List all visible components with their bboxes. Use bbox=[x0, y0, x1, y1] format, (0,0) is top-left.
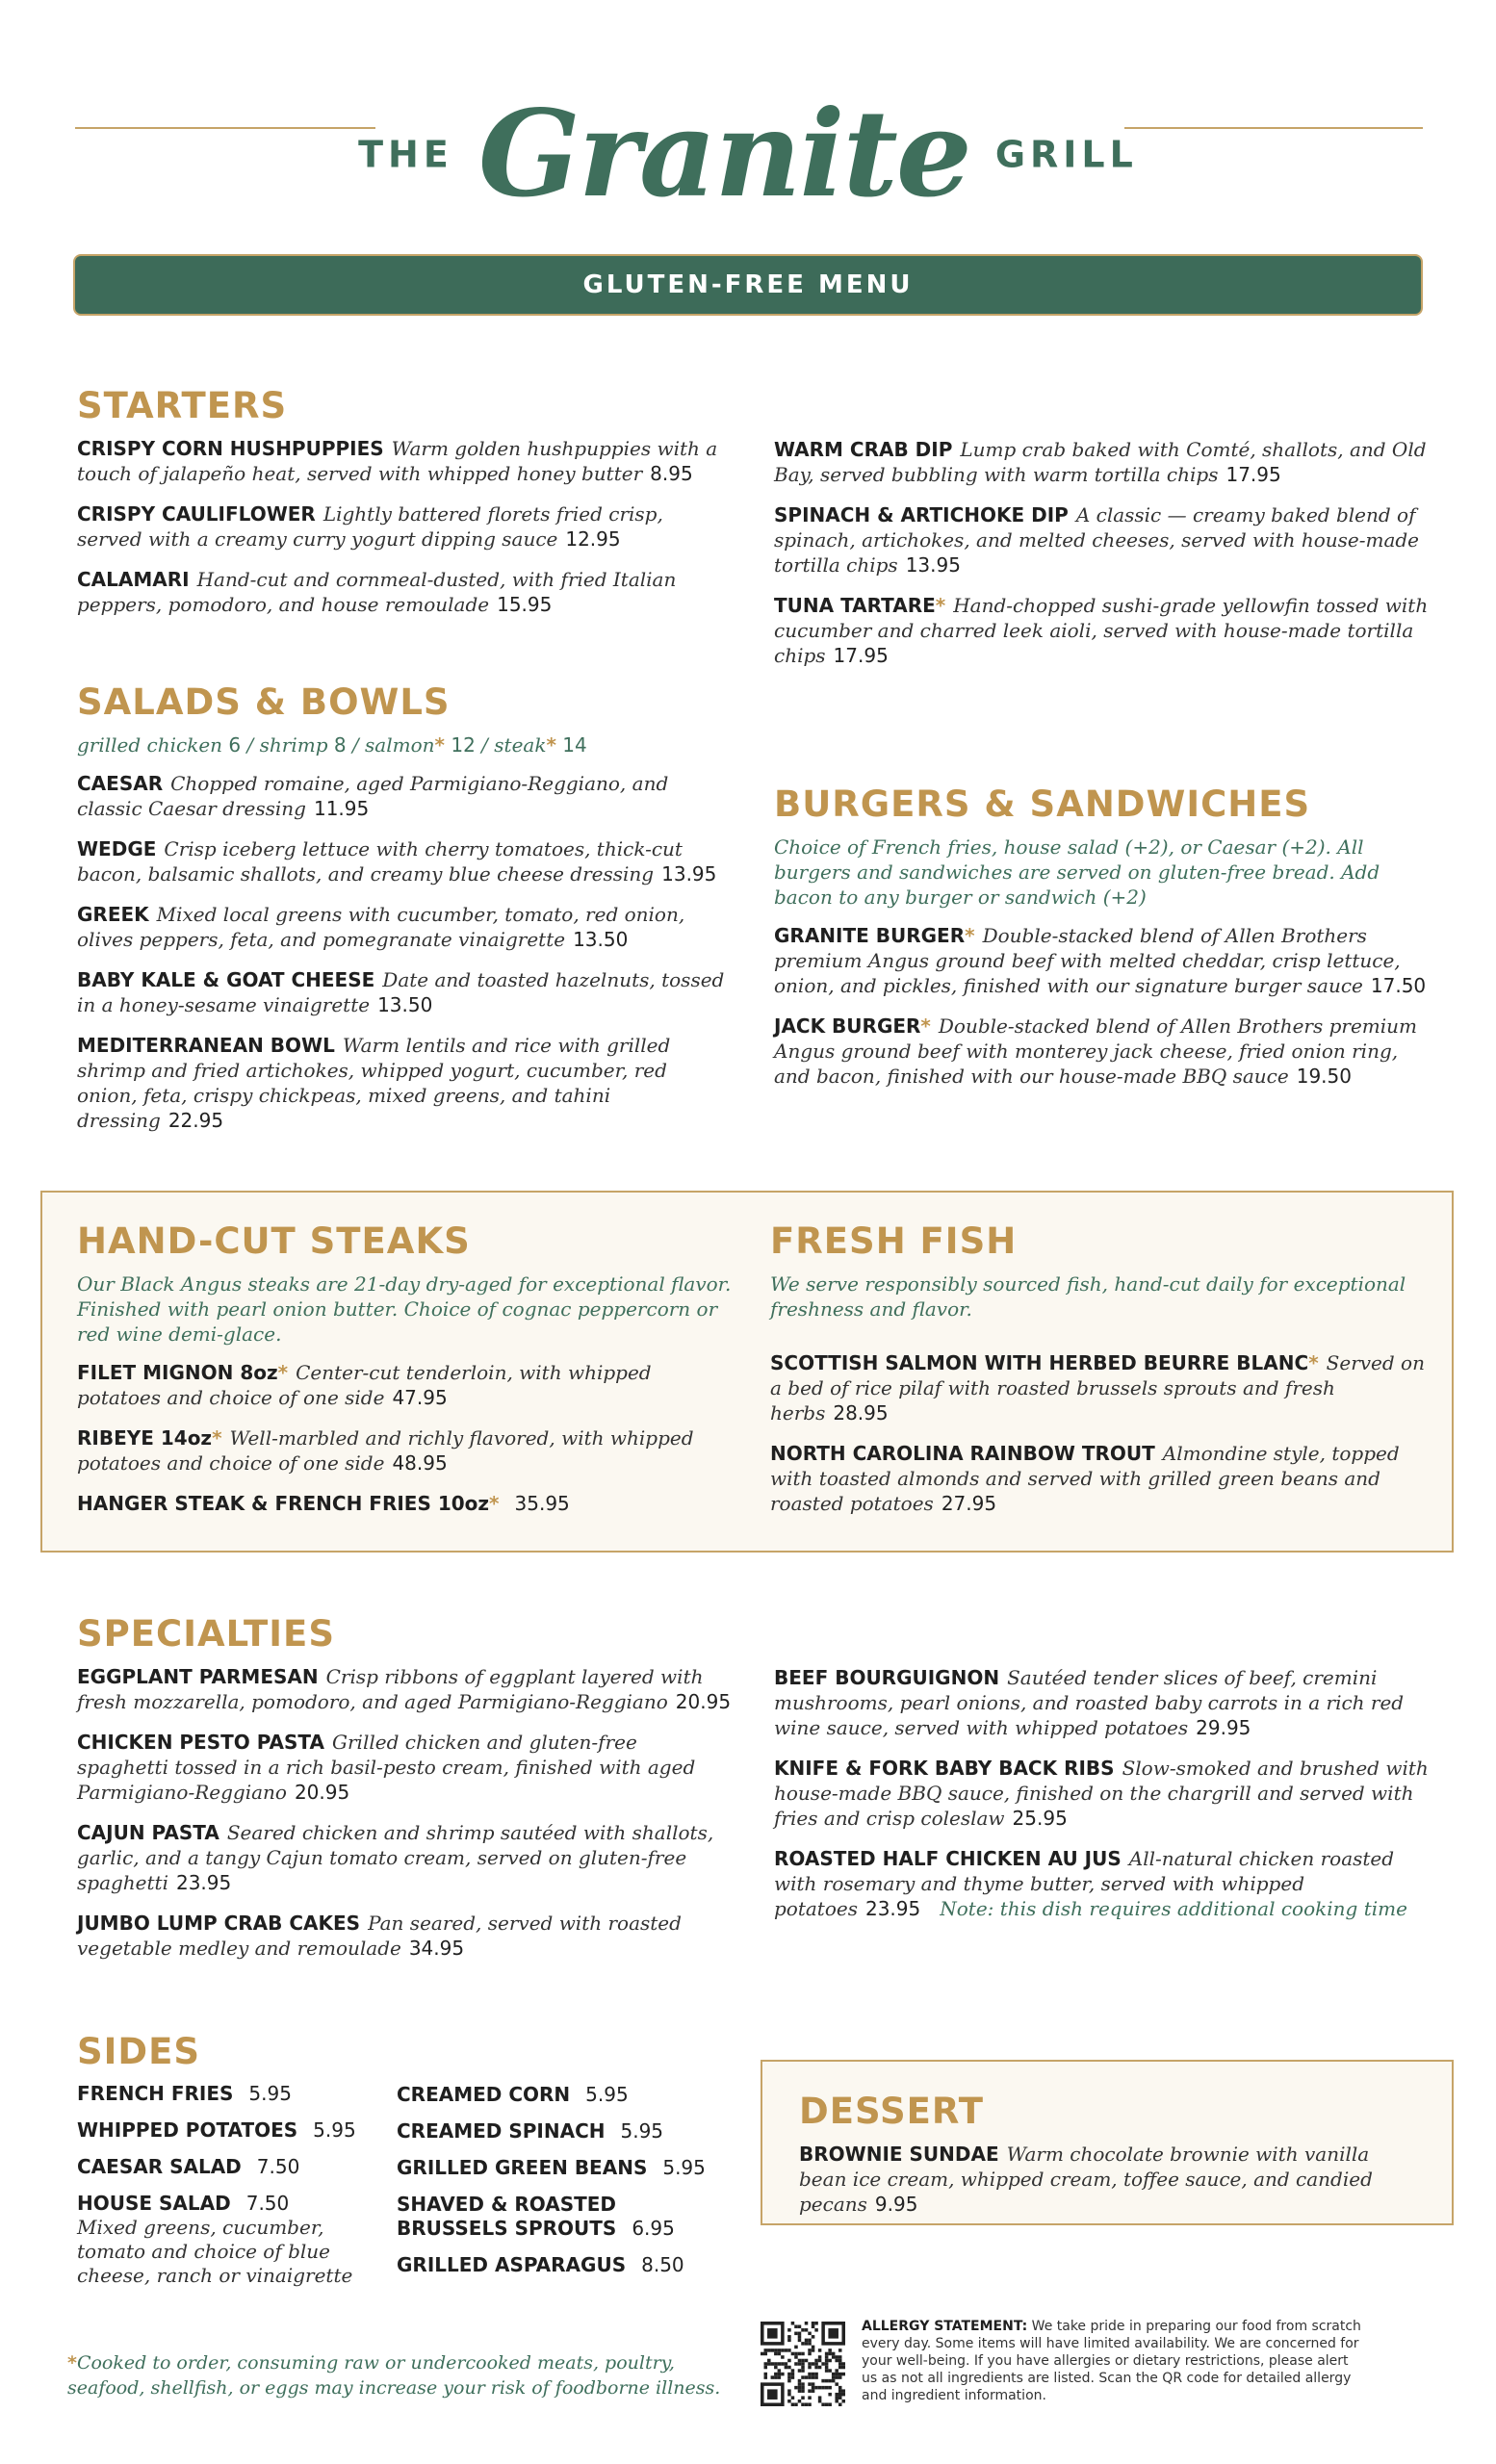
item-price: 23.95 bbox=[864, 1897, 921, 1920]
addon-name: grilled chicken bbox=[77, 733, 223, 757]
item-name: BROWNIE SUNDAE bbox=[799, 2143, 999, 2166]
item-price: 8.95 bbox=[650, 462, 693, 485]
item-name: WEDGE bbox=[77, 837, 157, 860]
item-description: Date and toasted hazelnuts, tossed in a honey-sesame vinaigrette bbox=[77, 968, 725, 1016]
item-price: 23.95 bbox=[175, 1871, 232, 1894]
section-title: SALADS & BOWLS bbox=[77, 681, 451, 723]
menu-item bbox=[77, 836, 732, 886]
item-description: Almondine style, topped with toasted almonds and served with grilled green beans and roasted potatoes bbox=[770, 1442, 1400, 1515]
menu-item bbox=[77, 771, 732, 821]
dessert-panel bbox=[761, 2060, 1454, 2225]
item-price: 13.50 bbox=[377, 993, 433, 1016]
side-item bbox=[77, 2155, 385, 2179]
side-name: CREAMED SPINACH bbox=[397, 2119, 606, 2143]
addon-name: shrimp bbox=[259, 733, 328, 757]
item-price: 13.95 bbox=[661, 862, 717, 886]
restaurant-logo bbox=[0, 85, 1496, 224]
side-name: GRILLED ASPARAGUS bbox=[397, 2253, 627, 2276]
menu-item bbox=[77, 436, 732, 486]
item-name: SPINACH & ARTICHOKE DIP bbox=[774, 503, 1069, 526]
allergy-statement bbox=[862, 2318, 1362, 2404]
menu-item bbox=[774, 1665, 1429, 1740]
side-price: 8.50 bbox=[641, 2253, 684, 2276]
logo-brand: Granite bbox=[477, 85, 970, 224]
item-description: Double-stacked blend of Allen Brothers premium Angus ground beef with monterey jack cheese, fried onion ring, and bacon, finished with our house-made BBQ sauce bbox=[774, 1014, 1418, 1088]
specialties-section bbox=[77, 1613, 732, 1976]
footnote-asterisk: * bbox=[67, 2352, 77, 2374]
item-price: 20.95 bbox=[294, 1781, 350, 1804]
side-name: HOUSE SALAD bbox=[77, 2192, 231, 2215]
side-name: CREAMED CORN bbox=[397, 2083, 571, 2106]
item-price: 47.95 bbox=[392, 1386, 448, 1409]
menu-item bbox=[770, 1350, 1425, 1425]
fish-section bbox=[770, 1220, 1425, 1531]
item-price: 15.95 bbox=[497, 593, 553, 616]
menu-item bbox=[77, 1911, 732, 1961]
side-price: 7.50 bbox=[256, 2155, 300, 2178]
salad-addons bbox=[77, 732, 732, 757]
item-description: Hand-chopped sushi-grade yellowfin tossed with cucumber and charred leek aioli, served with house-made tortilla chips bbox=[774, 594, 1429, 667]
logo-grill: GRILL bbox=[994, 133, 1138, 176]
item-description: Sautéed tender slices of beef, cremini mushrooms, pearl onions, and roasted baby carrots in a rich red wine sauce, served with whipped potatoes bbox=[774, 1666, 1405, 1739]
item-description: Warm chocolate brownie with vanilla bean ice cream, whipped cream, toffee sauce, and candied pecans bbox=[799, 2143, 1373, 2216]
menu-item bbox=[774, 1846, 1429, 1921]
section-intro: Our Black Angus steaks are 21-day dry-aged for exceptional flavor. Finished with pearl onion butter. Choice of cognac peppercorn or red wine demi-glace. bbox=[77, 1272, 732, 1346]
addon-price: 12 bbox=[445, 733, 476, 757]
addon-price: 6 bbox=[222, 733, 242, 757]
item-name: RIBEYE 14oz bbox=[77, 1426, 213, 1450]
item-description: Lightly battered florets fried crisp, served with a creamy curry yogurt dipping sauce bbox=[77, 502, 663, 551]
item-description: Lump crab baked with Comté, shallots, and Old Bay, served bubbling with warm tortilla chips bbox=[774, 438, 1427, 486]
specialties-section-right bbox=[774, 1665, 1429, 1937]
item-name: NORTH CAROLINA RAINBOW TROUT bbox=[770, 1442, 1155, 1465]
menu-item bbox=[77, 1730, 732, 1805]
item-description: Crisp iceberg lettuce with cherry tomatoes, thick-cut bacon, balsamic shallots, and creamy blue cheese dressing bbox=[77, 837, 683, 886]
item-name: BEEF BOURGUIGNON bbox=[774, 1666, 1000, 1689]
burgers-section bbox=[774, 783, 1429, 1104]
allergy-qr-code[interactable] bbox=[761, 2322, 845, 2406]
addon-price: 14 bbox=[555, 733, 587, 757]
addon-asterisk: * bbox=[434, 733, 445, 757]
menu-item bbox=[77, 1491, 732, 1516]
item-name: CHICKEN PESTO PASTA bbox=[77, 1731, 325, 1754]
item-name: BABY KALE & GOAT CHEESE bbox=[77, 968, 375, 991]
menu-item bbox=[799, 2142, 1415, 2217]
side-price: 6.95 bbox=[632, 2217, 675, 2240]
item-name: WARM CRAB DIP bbox=[774, 438, 953, 461]
side-item bbox=[397, 2193, 714, 2241]
section-intro: Choice of French fries, house salad (+2), or Caesar (+2). All burgers and sandwiches are served on gluten-free bread. Add bacon to any burger or sandwich (+2) bbox=[774, 835, 1380, 909]
item-asterisk: * bbox=[489, 1492, 500, 1515]
item-description: Grilled chicken and gluten-free spaghetti tossed in a rich basil-pesto cream, finished with aged Parmigiano-Reggiano bbox=[77, 1731, 696, 1804]
item-description: A classic — creamy baked blend of spinach, artichokes, and melted cheeses, served with house-made tortilla chips bbox=[774, 503, 1419, 577]
side-description: Mixed greens, cucumber, tomato and choice of blue cheese, ranch or vinaigrette bbox=[77, 2216, 353, 2287]
item-name: HANGER STEAK & FRENCH FRIES 10oz bbox=[77, 1492, 490, 1515]
item-price: 11.95 bbox=[313, 797, 370, 820]
item-description: Well-marbled and richly flavored, with whipped potatoes and choice of one side bbox=[77, 1426, 694, 1475]
item-asterisk: * bbox=[965, 924, 975, 947]
side-price: 5.95 bbox=[248, 2082, 292, 2105]
side-item bbox=[77, 2082, 385, 2106]
section-title: FRESH FISH bbox=[770, 1220, 1018, 1262]
menu-item bbox=[77, 1033, 732, 1133]
side-name: CAESAR SALAD bbox=[77, 2155, 242, 2178]
section-title: SPECIALTIES bbox=[77, 1613, 335, 1655]
item-description: Pan seared, served with roasted vegetable medley and remoulade bbox=[77, 1912, 682, 1960]
menu-item bbox=[774, 437, 1429, 487]
menu-item bbox=[774, 1014, 1429, 1089]
item-name: GREEK bbox=[77, 903, 149, 926]
item-name: MEDITERRANEAN BOWL bbox=[77, 1034, 335, 1057]
salads-section bbox=[77, 681, 732, 1148]
item-price: 13.95 bbox=[905, 553, 961, 577]
steaks-section bbox=[77, 1220, 732, 1531]
item-description: Crisp ribbons of eggplant layered with fresh mozzarella, pomodoro, and aged Parmigiano-Reggiano bbox=[77, 1665, 704, 1713]
item-price: 12.95 bbox=[565, 527, 621, 551]
addon-name: steak bbox=[494, 733, 547, 757]
item-name: GRANITE BURGER bbox=[774, 924, 966, 947]
side-item bbox=[397, 2083, 714, 2107]
item-description: Hand-cut and cornmeal-dusted, with fried Italian peppers, pomodoro, and house remoulade bbox=[77, 568, 677, 616]
section-title: BURGERS & SANDWICHES bbox=[774, 783, 1311, 825]
side-item bbox=[397, 2119, 714, 2143]
item-description: Warm lentils and rice with grilled shrimp and fried artichokes, whipped yogurt, cucumber, red onion, feta, crispy chickpeas, mixed greens, and tahini dressing bbox=[77, 1034, 671, 1132]
item-name: FILET MIGNON 8oz bbox=[77, 1361, 278, 1384]
item-description: Mixed local greens with cucumber, tomato, red onion, olives peppers, feta, and pomegranate vinaigrette bbox=[77, 903, 685, 951]
item-asterisk: * bbox=[920, 1014, 931, 1038]
item-name: KNIFE & FORK BABY BACK RIBS bbox=[774, 1757, 1115, 1780]
section-title: DESSERT bbox=[799, 2091, 984, 2132]
side-name: GRILLED GREEN BEANS bbox=[397, 2156, 648, 2179]
side-item bbox=[77, 2118, 385, 2143]
side-name: FRENCH FRIES bbox=[77, 2082, 234, 2105]
item-description: Double-stacked blend of Allen Brothers premium Angus ground beef with melted cheddar, crisp lettuce, onion, and pickles, finished with our signature burger sauce bbox=[774, 924, 1401, 997]
side-item bbox=[397, 2253, 714, 2277]
item-asterisk: * bbox=[1308, 1351, 1319, 1374]
item-price: 9.95 bbox=[874, 2193, 918, 2216]
item-note: Note: this dish requires additional cooking time bbox=[940, 1897, 1407, 1920]
menu-item bbox=[77, 902, 732, 952]
item-description: Seared chicken and shrimp sautéed with shallots, garlic, and a tangy Cajun tomato cream, served on gluten-free spaghetti bbox=[77, 1821, 714, 1894]
menu-item bbox=[774, 1756, 1429, 1831]
item-price: 35.95 bbox=[514, 1492, 570, 1515]
foodborne-footnote bbox=[67, 2350, 741, 2400]
item-asterisk: * bbox=[935, 594, 946, 617]
item-price: 17.95 bbox=[1225, 463, 1281, 486]
item-price: 25.95 bbox=[1012, 1807, 1068, 1830]
item-name: CAJUN PASTA bbox=[77, 1821, 219, 1844]
side-price: 7.50 bbox=[245, 2192, 290, 2215]
item-name: SCOTTISH SALMON WITH HERBED BEURRE BLANC bbox=[770, 1351, 1309, 1374]
side-price: 5.95 bbox=[662, 2156, 706, 2179]
item-asterisk: * bbox=[212, 1426, 222, 1450]
section-title: SIDES bbox=[77, 2031, 201, 2072]
menu-item bbox=[77, 1360, 732, 1410]
item-description: Chopped romaine, aged Parmigiano-Reggiano, and classic Caesar dressing bbox=[77, 772, 669, 820]
side-price: 5.95 bbox=[585, 2083, 629, 2106]
item-price: 34.95 bbox=[408, 1937, 465, 1960]
menu-item bbox=[77, 1820, 732, 1895]
addon-separator: / bbox=[346, 733, 366, 757]
starters-section-right bbox=[774, 437, 1429, 683]
item-name: CRISPY CAULIFLOWER bbox=[77, 502, 316, 526]
item-description: Warm golden hushpuppies with a touch of jalapeño heat, served with whipped honey butter bbox=[77, 437, 718, 485]
item-name: EGGPLANT PARMESAN bbox=[77, 1665, 319, 1688]
section-intro: We serve responsibly sourced fish, hand-cut daily for exceptional freshness and flavor. bbox=[770, 1272, 1406, 1321]
menu-item bbox=[77, 501, 732, 552]
item-name: JACK BURGER bbox=[774, 1014, 921, 1038]
item-price: 28.95 bbox=[833, 1401, 889, 1424]
item-price: 27.95 bbox=[941, 1492, 997, 1515]
menu-item bbox=[774, 923, 1429, 998]
item-description: All-natural chicken roasted with rosemary and thyme butter, served with whipped potatoes bbox=[774, 1847, 1395, 1920]
item-name: CAESAR bbox=[77, 772, 164, 795]
menu-item bbox=[77, 967, 732, 1017]
allergy-label: ALLERGY STATEMENT: bbox=[862, 2319, 1028, 2334]
menu-item bbox=[774, 502, 1429, 578]
addon-price: 8 bbox=[327, 733, 347, 757]
item-price: 17.50 bbox=[1370, 974, 1427, 997]
addon-separator: / bbox=[241, 733, 260, 757]
menu-item bbox=[774, 593, 1429, 668]
sides-section bbox=[77, 2031, 385, 2300]
side-price: 5.95 bbox=[620, 2119, 664, 2143]
side-item bbox=[77, 2192, 385, 2288]
item-price: 48.95 bbox=[392, 1451, 448, 1475]
item-description: Served on a bed of rice pilaf with roasted brussels sprouts and fresh herbs bbox=[770, 1351, 1425, 1424]
menu-item bbox=[77, 1664, 732, 1714]
addon-separator: / bbox=[475, 733, 495, 757]
section-title: STARTERS bbox=[77, 385, 288, 426]
menu-item bbox=[77, 1425, 732, 1476]
side-price: 5.95 bbox=[313, 2118, 356, 2142]
side-name: WHIPPED POTATOES bbox=[77, 2118, 298, 2142]
item-price: 20.95 bbox=[675, 1690, 732, 1713]
item-price: 22.95 bbox=[168, 1109, 224, 1132]
section-title: HAND-CUT STEAKS bbox=[77, 1220, 471, 1262]
item-name: CRISPY CORN HUSHPUPPIES bbox=[77, 437, 384, 460]
starters-section bbox=[77, 385, 732, 632]
menu-item bbox=[77, 567, 732, 617]
item-name: CALAMARI bbox=[77, 568, 190, 591]
item-price: 29.95 bbox=[1196, 1716, 1251, 1739]
item-name: TUNA TARTARE bbox=[774, 594, 936, 617]
menu-item bbox=[770, 1441, 1425, 1516]
side-name: SHAVED & ROASTED BRUSSELS SPROUTS bbox=[397, 2193, 617, 2240]
item-name: JUMBO LUMP CRAB CAKES bbox=[77, 1912, 361, 1935]
item-asterisk: * bbox=[277, 1361, 289, 1384]
item-description: Center-cut tenderloin, with whipped potatoes and choice of one side bbox=[77, 1361, 652, 1409]
item-description: Slow-smoked and brushed with house-made BBQ sauce, finished on the chargrill and served with fries and crisp coleslaw bbox=[774, 1757, 1429, 1830]
item-price: 13.50 bbox=[573, 928, 629, 951]
addon-name: salmon bbox=[365, 733, 435, 757]
item-price: 17.95 bbox=[833, 644, 889, 667]
side-item bbox=[397, 2156, 714, 2180]
logo-the: THE bbox=[358, 133, 453, 176]
item-name: ROASTED HALF CHICKEN AU JUS bbox=[774, 1847, 1122, 1870]
item-price: 19.50 bbox=[1296, 1065, 1352, 1088]
sides-section-right bbox=[397, 2083, 714, 2290]
allergy-text: We take pride in preparing our food from scratch every day. Some items will have limited availability. We are concerned for your well-being. If you have allergies or dietary restrictions, please alert us as not all ingredients are listed. Scan the QR code for detailed allergy and ingredient information. bbox=[862, 2319, 1361, 2403]
footnote-text: Cooked to order, consuming raw or undercooked meats, poultry, seafood, shellfish, or eggs may increase your risk of foodborne illness. bbox=[67, 2352, 721, 2399]
menu-header bbox=[0, 38, 1496, 224]
menu-banner: GLUTEN-FREE MENU bbox=[73, 254, 1423, 316]
addon-asterisk: * bbox=[546, 733, 556, 757]
